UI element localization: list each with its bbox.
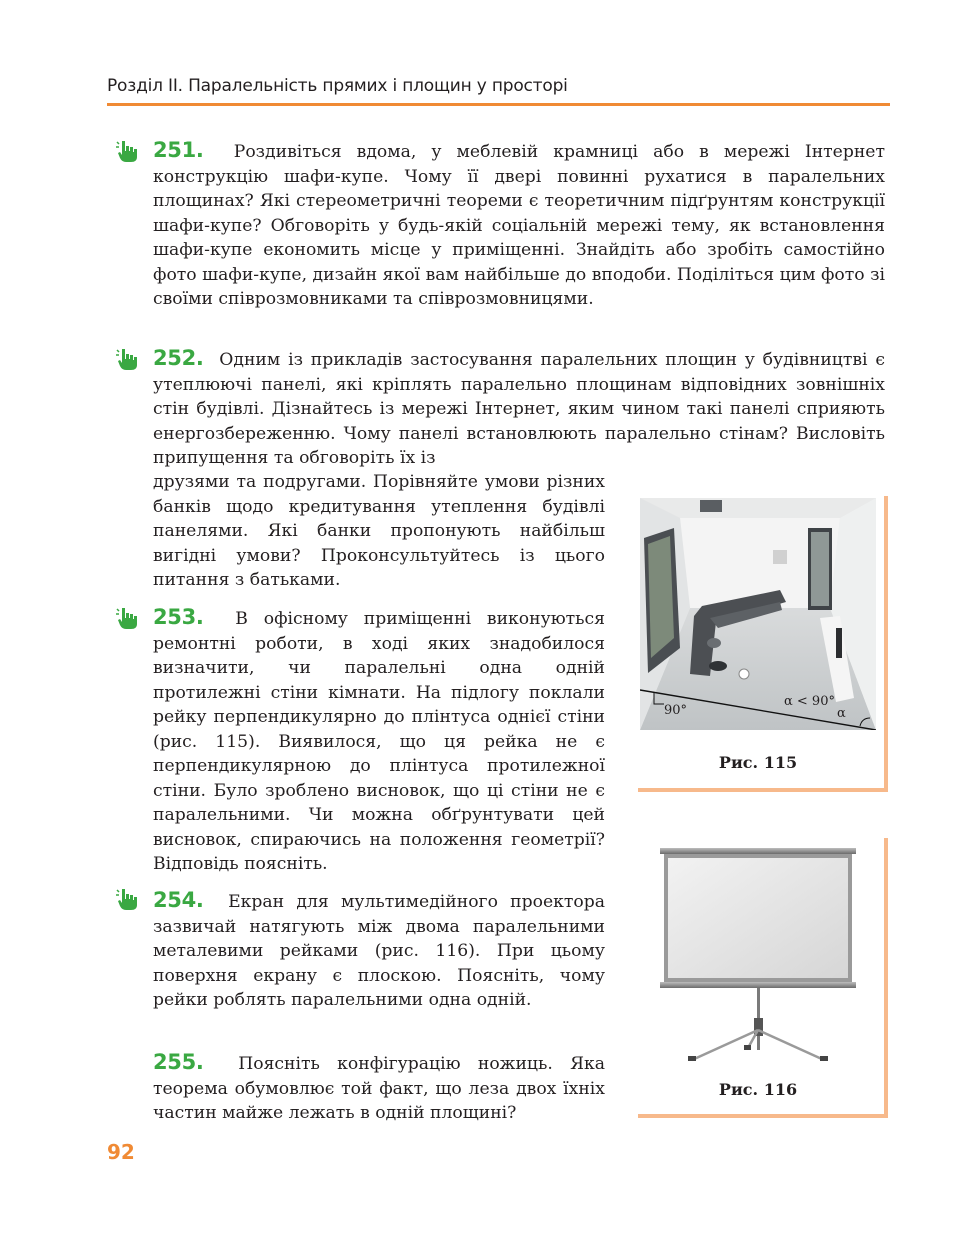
task-text: Поясніть конфігурацію ножиць. Яка теорема обумовлює той факт, що леза двох їхніх частин майже лежать в одній площині? — [153, 1054, 605, 1123]
task-number: 255. — [153, 1050, 204, 1074]
task-text: Роздивіться вдома, у меблевій крамниці або в мережі Інтернет конструкцію шафи-купе. Чому її двері повинні рухатися в паралельних площинах? Які стереометричні теореми є теоретичним підґрунтям конструкції шафи-купе? Обговоріть у будь-якій соціальній мережі тему, як встановлення шафи-купе економить місце у приміщенні. Знайдіть або зробіть самостійно фото шафи-купе, дизайн якої вам найбільше до вподоби. Поділіться цим фото зі своїми співрозмовниками та співрозмовницями. — [153, 142, 885, 309]
figure-caption: Рис. 115 — [718, 753, 798, 772]
hand-pointer-icon — [116, 346, 140, 372]
hand-pointer-icon — [116, 138, 140, 164]
room-photo — [640, 498, 876, 730]
projector-screen-illustration — [638, 838, 884, 1070]
figure-116-frame — [638, 838, 888, 1118]
header-divider — [107, 103, 890, 106]
task-254 — [153, 888, 605, 1013]
task-number: 251. — [153, 138, 204, 162]
task-252 — [153, 346, 885, 471]
page-number: 92 — [107, 1140, 135, 1164]
task-253 — [153, 605, 605, 877]
task-251 — [153, 138, 885, 312]
task-number: 253. — [153, 605, 204, 629]
task-252-continued: друзями та подругами. Порівняйте умови різних банків щодо кредитування утеплення будівлі панелями. Які банки пропонують найбільш вигідні умови? Проконсультуйтесь із цього питання з батьками. — [153, 472, 605, 590]
angle-label-left: 90° — [664, 703, 688, 718]
hand-pointer-icon — [116, 886, 140, 912]
task-number: 254. — [153, 888, 204, 912]
section-header: Розділ ІІ. Паралельність прямих і площин у просторі — [107, 76, 568, 96]
angle-label-alpha: α — [837, 706, 846, 721]
task-text: Екран для мультимедійного проектора зазвичай натягують між двома паралельними металевими рейками (рис. 116). При цьому поверхня екрану є плоскою. Поясніть, чому рейки роблять паралельними одна одній. — [153, 892, 605, 1010]
figure-115-frame — [638, 496, 888, 792]
angle-label-right: α < 90° — [784, 694, 835, 709]
task-number: 252. — [153, 346, 204, 370]
task-255 — [153, 1050, 605, 1126]
hand-pointer-icon — [116, 605, 140, 631]
task-text: В офісному приміщенні виконуються ремонтні роботи, в ході яких знадобилося визначити, чи паралельні одна одній протилежні стіни кімнати. На підлогу поклали рейку перпендикулярно до плінтуса однієї стіни (рис. 115). Виявилося, що ця рейка не є перпендикулярною до плінтуса протилежної стіни. Було зроблено висновок, що ці стіни не є паралельними. Чи можна обґрунтувати цей висновок, спираючись на положення геометрії? Відповідь поясніть. — [153, 609, 605, 874]
task-text: Одним із прикладів застосування паралельних площин у будівництві є утеплюючі панелі, які кріплять паралельно площинам відповідних зовнішніх стін будівлі. Дізнайтесь із мережі Інтернет, яким чином такі панелі сприяють енергозбереженню. Чому панелі встановлюють паралельно стінам? Висловіть припущення та обговоріть їх із — [153, 350, 885, 468]
figure-caption: Рис. 116 — [718, 1080, 798, 1099]
